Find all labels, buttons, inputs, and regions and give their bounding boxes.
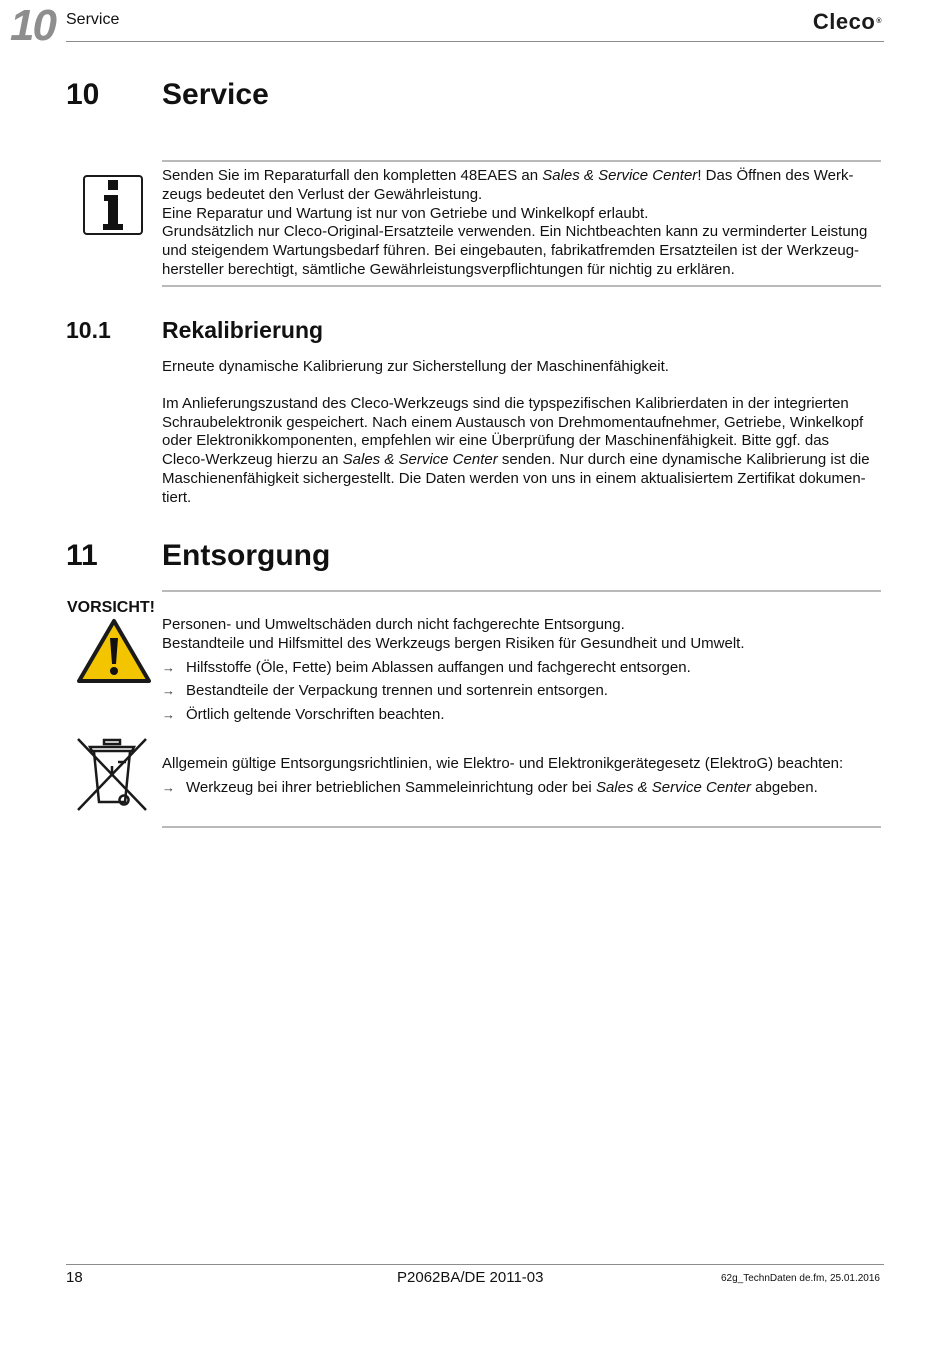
caution-block (162, 616, 882, 725)
service-notice (162, 167, 882, 280)
notice-line: hersteller berechtigt, sämtliche Gewährleistungsverpflichtungen für nichtig zu erklären. (162, 260, 735, 278)
logo-registered-mark: ® (876, 18, 882, 25)
arrow-icon: → (162, 683, 175, 699)
logo-text: Cleco (812, 9, 876, 34)
crossed-out-wheelie-bin-icon (74, 736, 150, 814)
recalibration-line: oder Elektronikkomponenten, empfehlen wir eine Überprüfung der Maschinenfähigkeit. Bitte ggf. das (162, 432, 830, 450)
recalibration-line: Schraubelektronik gespeichert. Nach einem Austausch von Drehmomentaufnehmer, Getriebe, Winkelkopf (162, 413, 864, 431)
page-number: 18 (66, 1269, 83, 1286)
notice-line: Grundsätzlich nur Cleco-Original-Ersatzteile verwenden. Ein Nichtbeachten kann zu verminderter Leistung (162, 223, 868, 241)
document-id: P2062BA/DE 2011-03 (397, 1269, 544, 1286)
section-11-number: 11 (66, 539, 98, 572)
warning-triangle-icon (76, 618, 152, 684)
arrow-icon: → (162, 779, 175, 795)
section-10-1-number: 10.1 (66, 317, 111, 343)
header-chapter-title: Service (66, 11, 120, 28)
caution-action-item: → Örtlich geltende Vorschriften beachten. (162, 706, 445, 724)
caution-line: Personen- und Umweltschäden durch nicht fachgerechte Entsorgung. (162, 616, 625, 633)
caution-top-rule (162, 590, 881, 592)
recalibration-line: Im Anlieferungszustand des Cleco-Werkzeugs sind die typspezifischen Kalibrierdaten in der integrierten (162, 394, 849, 412)
recalibration-text (162, 358, 882, 508)
caution-line: Bestandteile und Hilfsmittel des Werkzeugs bergen Risiken für Gesundheit und Umwelt. (162, 634, 745, 652)
arrow-icon: → (162, 707, 175, 723)
recalibration-line: Maschienenfähigkeit sichergestellt. Die Daten werden von uns in einem aktualisiertem Zertifikat dokumen- (162, 469, 866, 487)
sales-service-center-ref: Sales & Service Center (595, 778, 752, 796)
header-divider (66, 41, 884, 42)
recalibration-line: tiert. (162, 488, 192, 506)
sales-service-center-ref: Sales & Service Center (542, 167, 698, 184)
footer-divider (66, 1264, 884, 1265)
notice-line: Senden Sie im Reparaturfall den kompletten 48EAES an Sales & Service Center! Das Öffnen des Werk- (162, 167, 854, 184)
notice-bottom-rule (162, 285, 881, 287)
notice-line: und steigendem Wartungsbedarf führen. Bei eingebauten, fabrikatfremden Ersatzteilen ist der Werkzeug- (162, 242, 860, 260)
disposal-bottom-rule (162, 826, 881, 828)
recalibration-intro: Erneute dynamische Kalibrierung zur Sicherstellung der Maschinenfähigkeit. (162, 358, 669, 375)
recalibration-line: Cleco-Werkzeug hierzu an Sales & Service Center senden. Nur durch eine dynamische Kalibrierung ist die (162, 451, 870, 469)
section-10-1-title: Rekalibrierung (162, 317, 324, 343)
caution-label: VORSICHT! (67, 599, 155, 616)
notice-line: zeugs bedeutet den Verlust der Gewährleistung. (162, 185, 483, 203)
notice-top-rule (162, 160, 881, 162)
disposal-action-item: → Werkzeug bei ihrer betrieblichen Sammeleinrichtung oder bei Sales & Service Center abgeben. (162, 778, 818, 796)
section-10-title: Service (162, 78, 269, 111)
section-10-number: 10 (66, 78, 100, 111)
info-icon (83, 175, 143, 235)
header-chapter-number: 10 (10, 1, 55, 50)
caution-action-item: → Hilfsstoffe (Öle, Fette) beim Ablassen auffangen und fachgerecht entsorgen. (162, 658, 691, 676)
sales-service-center-ref: Sales & Service Center (342, 451, 498, 469)
notice-line: Eine Reparatur und Wartung ist nur von Getriebe und Winkelkopf erlaubt. (162, 204, 649, 222)
disposal-guideline: Allgemein gültige Entsorgungsrichtlinien, wie Elektro- und Elektronikgerätegesetz (ElektroG) beachten: (162, 755, 844, 772)
file-info: 62g_TechnDaten de.fm, 25.01.2016 (720, 1273, 880, 1284)
cleco-logo (813, 9, 882, 35)
caution-action-item: → Bestandteile der Verpackung trennen und sortenrein entsorgen. (162, 682, 608, 700)
arrow-icon: → (162, 659, 175, 675)
disposal-block (162, 755, 882, 798)
section-11-title: Entsorgung (162, 539, 331, 572)
